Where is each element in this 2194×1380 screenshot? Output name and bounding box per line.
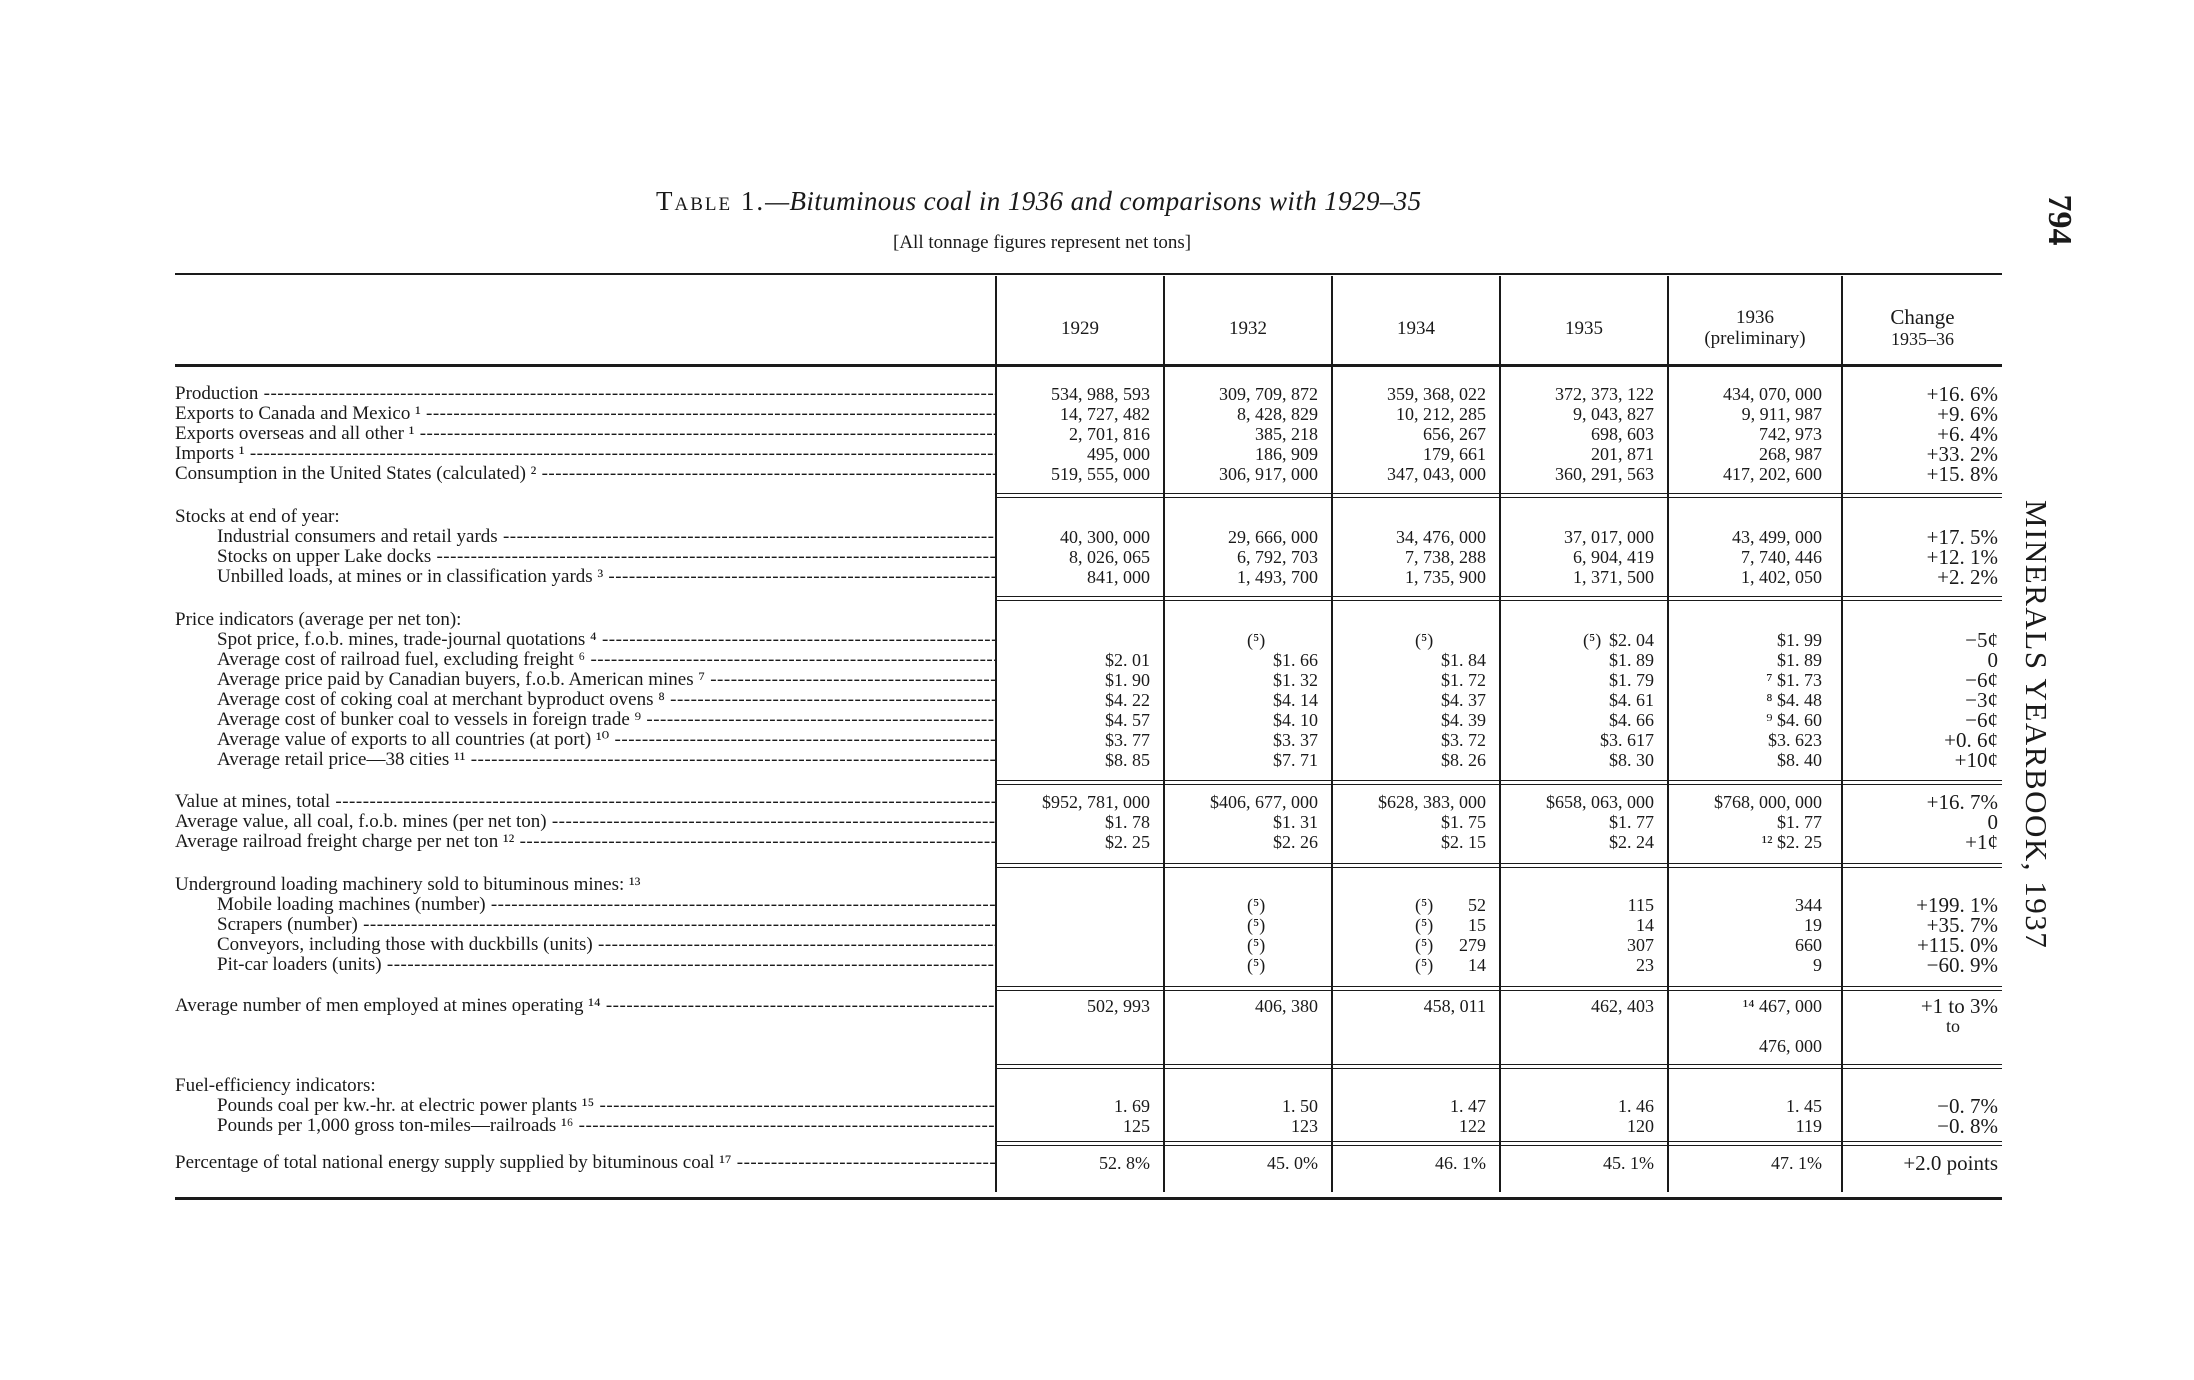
group-separator <box>995 600 2002 601</box>
cell-1935: 9, 043, 827 <box>1573 404 1654 424</box>
row-label: Pounds coal per kw.-hr. at electric power plants ¹⁵ ----- <box>217 1096 995 1116</box>
cell-1935: $8. 30 <box>1609 750 1654 770</box>
cell-1935: 37, 017, 000 <box>1564 527 1654 547</box>
cell-1936: 742, 973 <box>1759 424 1822 444</box>
row-label: Price indicators (average per net ton): <box>175 610 462 630</box>
group-separator <box>995 493 2002 494</box>
row-label: Value at mines, total ----- <box>175 792 995 812</box>
cell-change: +17. 5% <box>1926 525 1998 549</box>
cell-1934: $2. 15 <box>1441 832 1486 852</box>
row-label: Average cost of bunker coal to vessels in foreign trade ⁹ ----- <box>217 710 995 730</box>
cell-1932: 309, 709, 872 <box>1219 384 1318 404</box>
cell-1935: 307 <box>1627 935 1654 955</box>
row-label: Stocks at end of year: <box>175 507 340 527</box>
cell-change: +115. 0% <box>1916 933 1998 957</box>
cell-1935: $1. 79 <box>1609 670 1654 690</box>
cell-1934: 458, 011 <box>1423 996 1486 1016</box>
cell-change: +10¢ <box>1954 748 1998 772</box>
row-label: Fuel-efficiency indicators: <box>175 1076 376 1096</box>
group-separator <box>995 780 2002 781</box>
cell-1934: 179, 661 <box>1423 444 1486 464</box>
cell-1932: $3. 37 <box>1273 730 1318 750</box>
cell-1936: $1. 99 <box>1777 630 1822 650</box>
cell-1929: 519, 555, 000 <box>1051 464 1150 484</box>
row-label: Percentage of total national energy supply supplied by bituminous coal ¹⁷ ----- <box>175 1153 995 1173</box>
cell-1936: 268, 987 <box>1759 444 1822 464</box>
cell-1936: 19 <box>1804 915 1822 935</box>
row-label: Industrial consumers and retail yards ----- <box>217 527 995 547</box>
cell-1929: $2. 25 <box>1105 832 1150 852</box>
cell-1935: 14 <box>1636 915 1654 935</box>
cell-1935: 1, 371, 500 <box>1573 567 1654 587</box>
cell-1935: 23 <box>1636 955 1654 975</box>
cell-1936: ⁹ $4. 60 <box>1766 710 1822 730</box>
cell-change: +9. 6% <box>1937 402 1998 426</box>
row-label: Pit-car loaders (units) ----- <box>217 955 995 975</box>
group-separator <box>995 1064 2002 1065</box>
column-divider <box>1163 276 1165 1192</box>
cell-1929: 534, 988, 593 <box>1051 384 1150 404</box>
cell-change: −6¢ <box>1965 668 1998 692</box>
bottom-rule <box>175 1197 2002 1200</box>
row-label: Consumption in the United States (calculated) ² ----- <box>175 464 995 484</box>
cell-1935: 45. 1% <box>1603 1153 1654 1173</box>
table-caption: —Bituminous coal in 1936 and comparisons with 1929–35 <box>765 186 1422 216</box>
cell-1929: $4. 57 <box>1105 710 1150 730</box>
cell-1934: 15 <box>1468 915 1486 935</box>
cell-1935: 120 <box>1627 1116 1654 1136</box>
group-separator <box>995 784 2002 785</box>
running-head: MINERALS YEARBOOK, 1937 <box>2019 500 2054 950</box>
cell-1935: 201, 871 <box>1591 444 1654 464</box>
group-separator <box>995 986 2002 987</box>
cell-1934: 359, 368, 022 <box>1387 384 1486 404</box>
cell-1934: $4. 39 <box>1441 710 1486 730</box>
cell-1936: $1. 89 <box>1777 650 1822 670</box>
cell-1932: (⁵) <box>1415 915 1434 935</box>
top-rule <box>175 273 2002 275</box>
cell-change: +0. 6¢ <box>1944 728 1998 752</box>
cell-change: +15. 8% <box>1926 462 1998 486</box>
row-label: Mobile loading machines (number) ----- <box>217 895 995 915</box>
cell-1934: 1, 735, 900 <box>1405 567 1486 587</box>
row-label: Average cost of coking coal at merchant byproduct ovens ⁸ ----- <box>217 690 995 710</box>
row-label: Average price paid by Canadian buyers, f.o.b. American mines ⁷ ----- <box>217 670 995 690</box>
cell-1936: 660 <box>1795 935 1822 955</box>
table-note: [All tonnage figures represent net tons] <box>893 232 1192 253</box>
cell-change: +2. 2% <box>1937 565 1998 589</box>
cell-1929: $952, 781, 000 <box>1042 792 1150 812</box>
cell-1936: ¹² $2. 25 <box>1761 832 1822 852</box>
cell-1935: $1. 77 <box>1609 812 1654 832</box>
cell-1936: 7, 740, 446 <box>1741 547 1822 567</box>
cell-1929: (⁵) <box>1247 935 1266 955</box>
cell-1929: $3. 77 <box>1105 730 1150 750</box>
cell-1932: $2. 26 <box>1273 832 1318 852</box>
row-label: Exports to Canada and Mexico ¹ ----- <box>175 404 995 424</box>
row-label: Average railroad freight charge per net ton ¹² ----- <box>175 832 995 852</box>
row-label: Underground loading machinery sold to bituminous mines: ¹³ <box>175 875 641 895</box>
group-separator <box>995 1141 2002 1142</box>
cell-1929: 495, 000 <box>1087 444 1150 464</box>
cell-1934: $1. 84 <box>1441 650 1486 670</box>
cell-change: +35. 7% <box>1926 913 1998 937</box>
cell-1936: ⁷ $1. 73 <box>1766 670 1822 690</box>
table-title <box>656 186 1656 217</box>
cell-1934: 46. 1% <box>1435 1153 1486 1173</box>
column-divider <box>1499 276 1501 1192</box>
cell-1929: (⁵) <box>1247 630 1266 650</box>
cell-1932: $1. 32 <box>1273 670 1318 690</box>
row-label: Average number of men employed at mines operating ¹⁴ ----- <box>175 996 995 1016</box>
column-header-1936: 1936 (preliminary) <box>1704 307 1806 349</box>
row-label: Scrapers (number) ----- <box>217 915 995 935</box>
group-separator <box>995 596 2002 597</box>
row-label: Average cost of railroad fuel, excluding freight ⁶ ----- <box>217 650 995 670</box>
column-header-1934: 1934 <box>1397 317 1435 339</box>
cell-1929: 40, 300, 000 <box>1060 527 1150 547</box>
cell-1932: $4. 14 <box>1273 690 1318 710</box>
cell-1932: 1, 493, 700 <box>1237 567 1318 587</box>
row-label: Pounds per 1,000 gross ton-miles—railroads ¹⁶ ----- <box>217 1116 995 1136</box>
cell-1932: 6, 792, 703 <box>1237 547 1318 567</box>
cell-1936: $3. 623 <box>1768 730 1822 750</box>
cell-1935: 372, 373, 122 <box>1555 384 1654 404</box>
cell-1929: (⁵) <box>1247 955 1266 975</box>
row-label: Spot price, f.o.b. mines, trade-journal quotations ⁴ ----- <box>217 630 995 650</box>
cell-1936: 9 <box>1813 955 1822 975</box>
cell-1934: 1. 47 <box>1450 1096 1486 1116</box>
cell-change: +12. 1% <box>1926 545 1998 569</box>
cell-1936: 43, 499, 000 <box>1732 527 1822 547</box>
cell-1929: $8. 85 <box>1105 750 1150 770</box>
cell-1929: $2. 01 <box>1105 650 1150 670</box>
cell-1929: 8, 026, 065 <box>1069 547 1150 567</box>
cell-1934: 347, 043, 000 <box>1387 464 1486 484</box>
cell-change: +6. 4% <box>1937 422 1998 446</box>
cell-1934: 122 <box>1459 1116 1486 1136</box>
cell-1934: $4. 37 <box>1441 690 1486 710</box>
column-header-1935: 1935 <box>1565 317 1603 339</box>
cell-1932: $1. 66 <box>1273 650 1318 670</box>
cell-1929: 1. 69 <box>1114 1096 1150 1116</box>
cell-1932: (⁵) <box>1415 955 1434 975</box>
cell-1929: 502, 993 <box>1087 996 1150 1016</box>
column-divider <box>1331 276 1333 1192</box>
cell-1932: 123 <box>1291 1116 1318 1136</box>
cell-change: −6¢ <box>1965 708 1998 732</box>
cell-change: 0 <box>1987 648 1998 672</box>
cell-1935: $3. 617 <box>1600 730 1654 750</box>
cell-change: +33. 2% <box>1926 442 1998 466</box>
cell-1932: 1. 50 <box>1282 1096 1318 1116</box>
cell-change: +1¢ <box>1965 830 1998 854</box>
cell-change: 0 <box>1987 810 1998 834</box>
cell-1929: 2, 701, 816 <box>1069 424 1150 444</box>
cell-1932: (⁵) <box>1415 630 1434 650</box>
cell-1932: 186, 909 <box>1255 444 1318 464</box>
column-header-1929: 1929 <box>1061 317 1099 339</box>
cell-change: +16. 7% <box>1926 790 1998 814</box>
cell-1929: 125 <box>1123 1116 1150 1136</box>
cell-1936: $1. 77 <box>1777 812 1822 832</box>
cell-1936: 1. 45 <box>1786 1096 1822 1116</box>
cell-1934: $1. 75 <box>1441 812 1486 832</box>
cell-1932: 306, 917, 000 <box>1219 464 1318 484</box>
cell-1934: $1. 72 <box>1441 670 1486 690</box>
cell-1934: $8. 26 <box>1441 750 1486 770</box>
cell-1936: 47. 1% <box>1771 1153 1822 1173</box>
row-label: Average retail price—38 cities ¹¹ ----- <box>217 750 995 770</box>
cell-1934: 10, 212, 285 <box>1396 404 1486 424</box>
cell-1936: 417, 202, 600 <box>1723 464 1822 484</box>
cell-1932: (⁵) <box>1415 895 1434 915</box>
table-label: Table 1. <box>656 186 766 216</box>
cell-1932: 406, 380 <box>1255 996 1318 1016</box>
cell-1932: $406, 677, 000 <box>1210 792 1318 812</box>
cell-1936: 344 <box>1795 895 1822 915</box>
cell-1932: 385, 218 <box>1255 424 1318 444</box>
group-separator <box>995 497 2002 498</box>
group-separator <box>995 867 2002 868</box>
cell-1936: 434, 070, 000 <box>1723 384 1822 404</box>
cell-change: −0. 7% <box>1937 1094 1998 1118</box>
cell-1934: $628, 383, 000 <box>1378 792 1486 812</box>
cell-1934: $3. 72 <box>1441 730 1486 750</box>
cell-change: +1 to 3% <box>1920 994 1998 1018</box>
cell-1934: 52 <box>1468 895 1486 915</box>
cell-1932: $1. 31 <box>1273 812 1318 832</box>
group-separator <box>995 1145 2002 1146</box>
cell-1935: $1. 89 <box>1609 650 1654 670</box>
row-label: Average value of exports to all countries (at port) ¹⁰ ----- <box>217 730 995 750</box>
cell-1936: 1, 402, 050 <box>1741 567 1822 587</box>
cell-1929: $4. 22 <box>1105 690 1150 710</box>
cell-1929: (⁵) <box>1247 895 1266 915</box>
cell-1929: 841, 000 <box>1087 567 1150 587</box>
row-label: Conveyors, including those with duckbills (units) ----- <box>217 935 995 955</box>
cell-1929: 14, 727, 482 <box>1060 404 1150 424</box>
cell-1936: 476, 000 <box>1759 1036 1822 1056</box>
cell-1935: $4. 66 <box>1609 710 1654 730</box>
cell-1932: 29, 666, 000 <box>1228 527 1318 547</box>
cell-1935: $4. 61 <box>1609 690 1654 710</box>
cell-1934: 279 <box>1459 935 1486 955</box>
cell-1932: $7. 71 <box>1273 750 1318 770</box>
cell-1935: 698, 603 <box>1591 424 1654 444</box>
cell-1935: $2. 24 <box>1609 832 1654 852</box>
cell-1932: 45. 0% <box>1267 1153 1318 1173</box>
row-label: Average value, all coal, f.o.b. mines (per net ton) ----- <box>175 812 995 832</box>
column-divider <box>1667 276 1669 1192</box>
cell-change: −5¢ <box>1965 628 1998 652</box>
cell-1936: ⁸ $4. 48 <box>1766 690 1822 710</box>
cell-change: +199. 1% <box>1916 893 1998 917</box>
cell-1929: $1. 78 <box>1105 812 1150 832</box>
group-separator <box>995 1068 2002 1069</box>
cell-1934: 7, 738, 288 <box>1405 547 1486 567</box>
cell-1934: 656, 267 <box>1423 424 1486 444</box>
cell-1932: (⁵) <box>1415 935 1434 955</box>
cell-1935: 360, 291, 563 <box>1555 464 1654 484</box>
cell-1932: $4. 10 <box>1273 710 1318 730</box>
cell-1935: 6, 904, 419 <box>1573 547 1654 567</box>
cell-1932: 8, 428, 829 <box>1237 404 1318 424</box>
cell-1929: $1. 90 <box>1105 670 1150 690</box>
cell-1935: $658, 063, 000 <box>1546 792 1654 812</box>
column-header-change: Change 1935–36 <box>1890 305 1955 349</box>
cell-1935: 462, 403 <box>1591 996 1654 1016</box>
column-divider <box>995 276 997 1192</box>
cell-change: −0. 8% <box>1937 1114 1998 1138</box>
group-separator <box>995 863 2002 864</box>
row-label: Stocks on upper Lake docks ----- <box>217 547 995 567</box>
row-label: Imports ¹ ----- <box>175 444 995 464</box>
cell-1936: 119 <box>1795 1116 1822 1136</box>
cell-1934: (⁵) <box>1583 630 1602 650</box>
row-label: Exports overseas and all other ¹ ----- <box>175 424 995 444</box>
row-label: Unbilled loads, at mines or in classification yards ³ ----- <box>217 567 995 587</box>
cell-1934: 14 <box>1468 955 1486 975</box>
cell-1936: ¹⁴ 467, 000 <box>1742 996 1822 1016</box>
cell-change: −3¢ <box>1965 688 1998 712</box>
cell-change: −60. 9% <box>1926 953 1998 977</box>
cell-1935: $2. 04 <box>1609 630 1654 650</box>
group-separator <box>995 990 2002 991</box>
page-number: 794 <box>2041 194 2078 246</box>
row-label: Production ----- <box>175 384 995 404</box>
cell-change: +16. 6% <box>1926 382 1998 406</box>
cell-1936: $768, 000, 000 <box>1714 792 1822 812</box>
cell-1936: 9, 911, 987 <box>1741 404 1822 424</box>
cell-1934: 34, 476, 000 <box>1396 527 1486 547</box>
cell-1936: $8. 40 <box>1777 750 1822 770</box>
cell-1929: (⁵) <box>1247 915 1266 935</box>
cell-1935: 115 <box>1627 895 1654 915</box>
cell-change: +2.0 points <box>1903 1151 1998 1175</box>
column-header-1932: 1932 <box>1229 317 1267 339</box>
cell-1935: 1. 46 <box>1618 1096 1654 1116</box>
cell-1929: 52. 8% <box>1099 1153 1150 1173</box>
